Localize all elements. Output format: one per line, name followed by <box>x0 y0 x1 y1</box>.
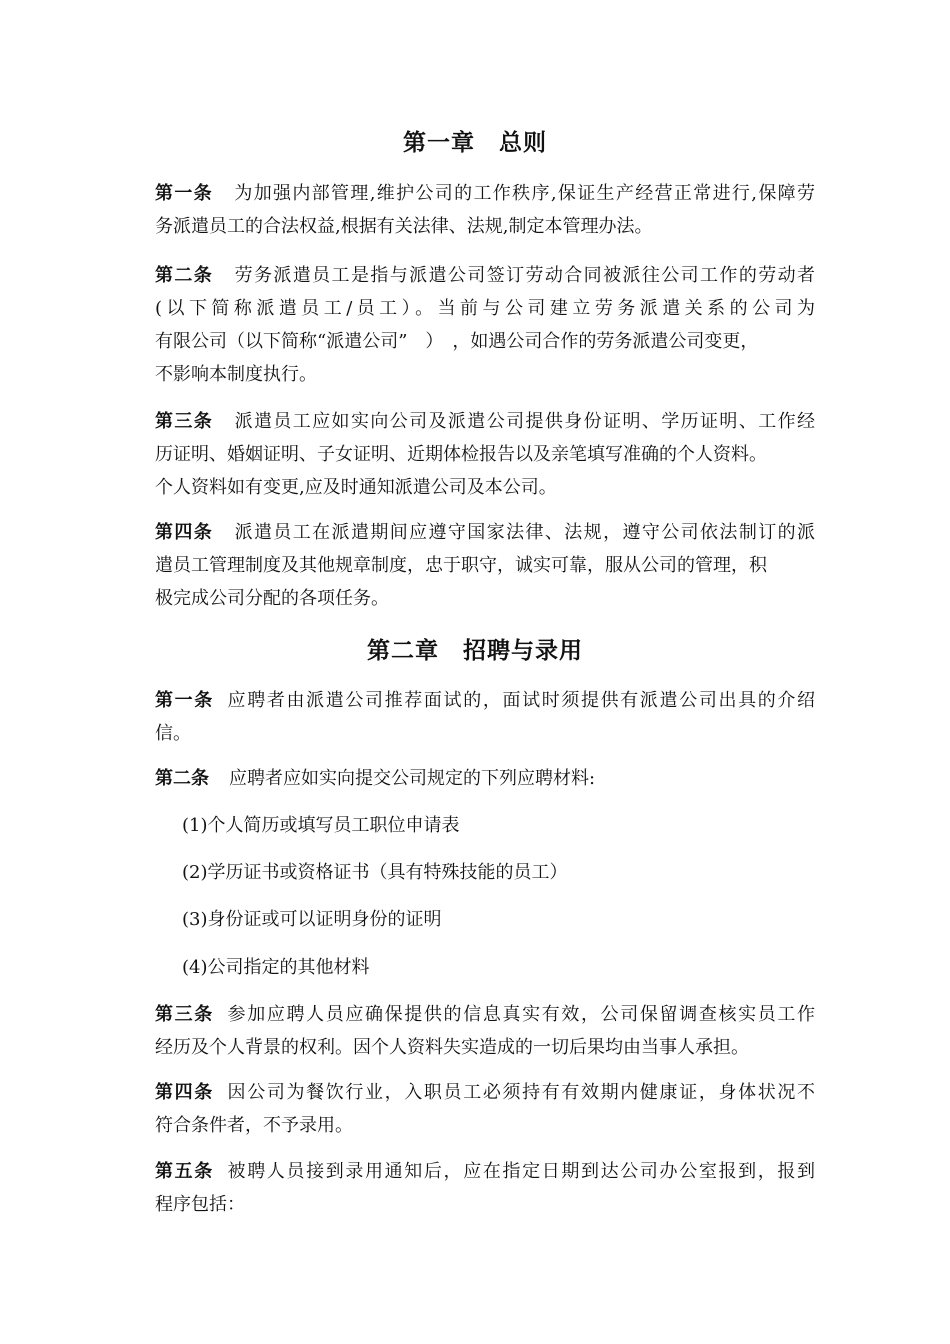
chapter-title <box>0 124 950 157</box>
article-text: 为加强内部管理,维护公司的工作秩序,保证生产经营正常进行,保障劳 <box>233 183 815 204</box>
article-text: 程序包括： <box>155 1194 245 1215</box>
article-label: 第二条 <box>155 265 214 286</box>
chapter-number: 第二章 <box>367 638 439 664</box>
article-text: 极完成公司分配的各项任务。 <box>155 588 389 609</box>
list-item: (4)公司指定的其他材料 <box>182 957 370 978</box>
article-label: 第四条 <box>155 1082 214 1103</box>
list-item: (2)学历证书或资格证书（具有特殊技能的员工） <box>182 862 568 883</box>
article-label: 第五条 <box>155 1161 214 1182</box>
article-label: 第三条 <box>155 411 214 432</box>
article-text: (以下简称派遣员工/员工）。当前与公司建立劳务派遣关系的公司为 <box>155 298 815 319</box>
article-text: 派遣员工在派遣期间应遵守国家法律、法规，遵守公司依法制订的派 <box>233 522 816 543</box>
article-text: 参加应聘人员应确保提供的信息真实有效，公司保留调查核实员工作 <box>225 1004 816 1025</box>
article-1-4 <box>155 516 815 615</box>
article-text: 经历及个人背景的权利。因个人资料失实造成的一切后果均由当事人承担。 <box>155 1037 749 1058</box>
article-text: 被聘人员接到录用通知后，应在指定日期到达公司办公室报到，报到 <box>225 1161 816 1182</box>
chapter-number: 第一章 <box>403 130 475 156</box>
article-label: 第四条 <box>155 522 214 543</box>
chapter-name: 招聘与录用 <box>463 638 583 664</box>
article-text: 务派遣员工的合法权益,根据有关法律、法规,制定本管理办法。 <box>155 216 653 237</box>
chapter-title <box>0 632 950 665</box>
article-2-2 <box>155 762 815 795</box>
article-text: 劳务派遣员工是指与派遣公司签订劳动合同被派往公司工作的劳动者 <box>233 265 816 286</box>
article-1-3 <box>155 405 815 504</box>
article-label: 第二条 <box>155 768 209 789</box>
article-text: 派遣员工应如实向公司及派遣公司提供身份证明、学历证明、工作经 <box>233 411 816 432</box>
article-2-5 <box>155 1155 815 1221</box>
article-text: 有限公司（以下简称“派遣公司” ） ，如遇公司合作的劳务派遣公司变更， <box>155 331 759 352</box>
article-label: 第一条 <box>155 690 214 711</box>
article-text: 不影响本制度执行。 <box>155 364 317 385</box>
article-text: 遣员工管理制度及其他规章制度，忠于职守，诚实可靠，服从公司的管理，积 <box>155 555 767 576</box>
article-1-2 <box>155 259 815 391</box>
article-text: 应聘者由派遣公司推荐面试的，面试时须提供有派遣公司出具的介绍 <box>225 690 816 711</box>
article-2-3 <box>155 998 815 1064</box>
article-2-1 <box>155 684 815 750</box>
article-2-4 <box>155 1076 815 1142</box>
article-text: 符合条件者，不予录用。 <box>155 1115 353 1136</box>
article-text: 个人资料如有变更,应及时通知派遣公司及本公司。 <box>155 477 557 498</box>
article-text: 历证明、婚姻证明、子女证明、近期体检报告以及亲笔填写准确的个人资料。 <box>155 444 767 465</box>
article-text: 信。 <box>155 723 191 744</box>
list-item: (3)身份证或可以证明身份的证明 <box>182 909 442 930</box>
article-1-1 <box>155 177 815 243</box>
article-label: 第三条 <box>155 1004 214 1025</box>
chapter-name: 总则 <box>499 130 547 156</box>
list-item: (1)个人简历或填写员工职位申请表 <box>182 815 460 836</box>
article-text: 因公司为餐饮行业，入职员工必须持有有效期内健康证，身体状况不 <box>225 1082 816 1103</box>
article-label: 第一条 <box>155 183 214 204</box>
article-text: 应聘者应如实向提交公司规定的下列应聘材料: <box>229 768 596 789</box>
